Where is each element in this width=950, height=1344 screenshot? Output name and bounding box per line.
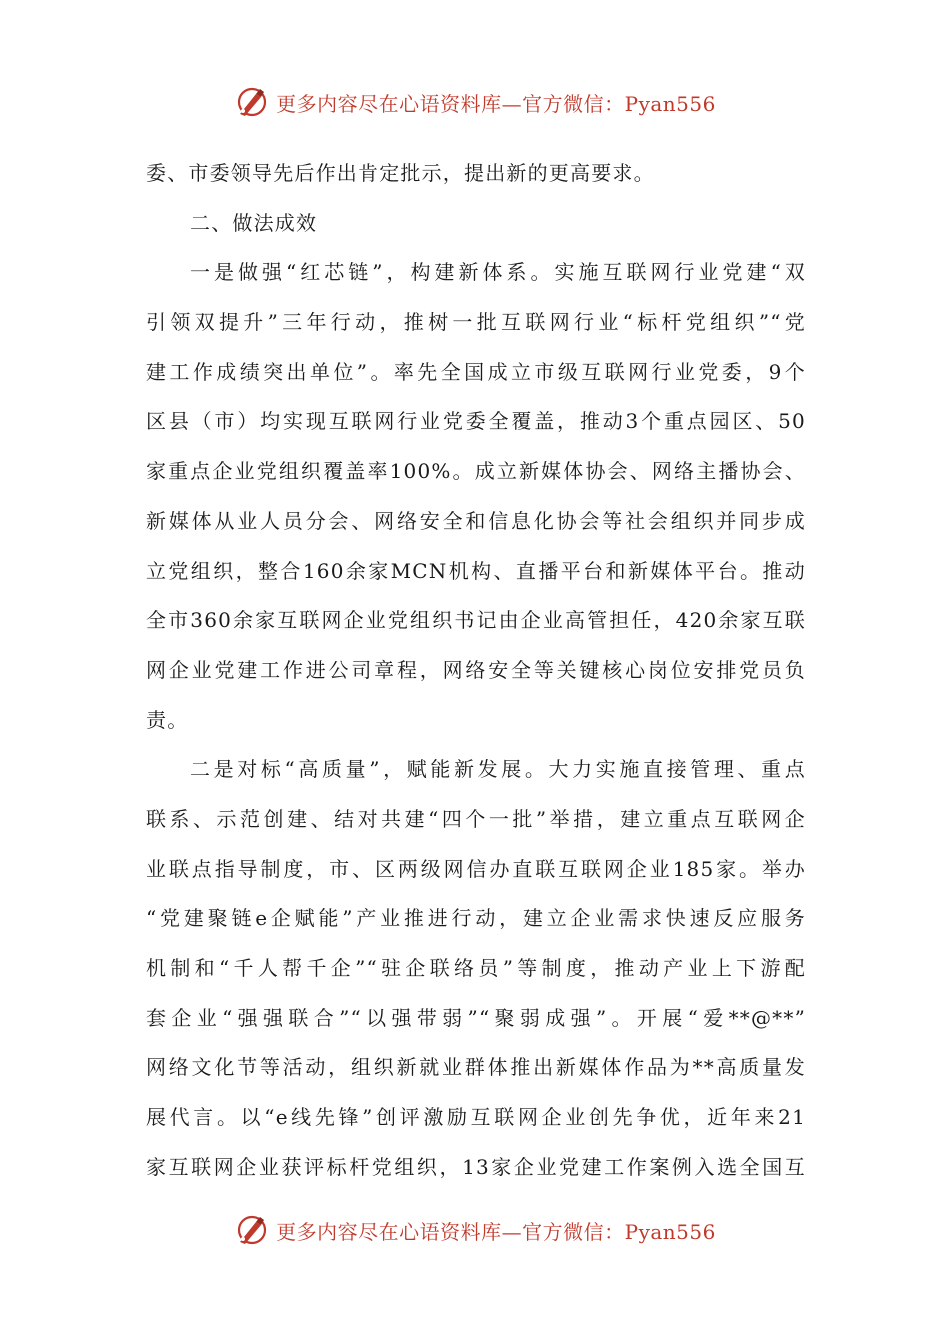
document-body: [146, 149, 806, 1192]
text-line: 全市360余家互联网企业党组织书记由企业高管担任，420余家互联: [146, 608, 806, 633]
text-line: 立党组织，整合160余家MCN机构、直播平台和新媒体平台。推动: [146, 558, 806, 583]
text-line: 区县（市）均实现互联网行业党委全覆盖，推动3个重点园区、50: [146, 409, 806, 434]
pen-circle-logo-icon: [234, 1212, 270, 1248]
text-line: 家重点企业党组织覆盖率100%。成立新媒体协会、网络主播协会、: [146, 459, 806, 484]
text-line: 引领双提升”三年行动，推树一批互联网行业“标杆党组织”“党: [146, 310, 806, 335]
text-line: 二、做法成效: [190, 210, 318, 235]
text-line: 网企业党建工作进公司章程，网络安全等关键核心岗位安排党员负: [146, 657, 806, 682]
pen-circle-logo-icon: [234, 84, 270, 120]
text-line: 建工作成绩突出单位”。率先全国成立市级互联网行业党委，9个: [146, 359, 806, 384]
footer-banner: [0, 1210, 950, 1250]
text-line: 委、市委领导先后作出肯定批示，提出新的更高要求。: [146, 161, 655, 185]
header-banner: [0, 82, 950, 122]
text-line: 机制和“千人帮千企”“驻企联络员”等制度，推动产业上下游配: [146, 956, 806, 980]
text-line: 二是对标“高质量”，赋能新发展。大力实施直接管理、重点: [190, 757, 806, 782]
text-line: 套企业“强强联合”“以强带弱”“聚弱成强”。开展“爱**@**”: [146, 1005, 806, 1030]
text-line: 一是做强“红芯链”，构建新体系。实施互联网行业党建“双: [190, 260, 806, 285]
text-line: 家互联网企业获评标杆党组织，13家企业党建工作案例入选全国互: [146, 1154, 806, 1179]
banner-text: 更多内容尽在心语资料库—官方微信：Pyan556: [276, 1219, 716, 1244]
text-line: “党建聚链e企赋能”产业推进行动，建立企业需求快速反应服务: [146, 906, 806, 931]
banner-text: 更多内容尽在心语资料库—官方微信：Pyan556: [276, 91, 716, 116]
text-line: 展代言。以“e线先锋”创评激励互联网企业创先争优，近年来21: [146, 1105, 806, 1130]
text-line: 联系、示范创建、结对共建“四个一批”举措，建立重点互联网企: [146, 806, 806, 831]
text-line: 网络文化节等活动，组织新就业群体推出新媒体作品为**高质量发: [146, 1055, 806, 1080]
text-line: 业联点指导制度，市、区两级网信办直联互联网企业185家。举办: [146, 856, 806, 881]
text-line: 新媒体从业人员分会、网络安全和信息化协会等社会组织并同步成: [146, 508, 806, 533]
text-line: 责。: [146, 707, 189, 732]
